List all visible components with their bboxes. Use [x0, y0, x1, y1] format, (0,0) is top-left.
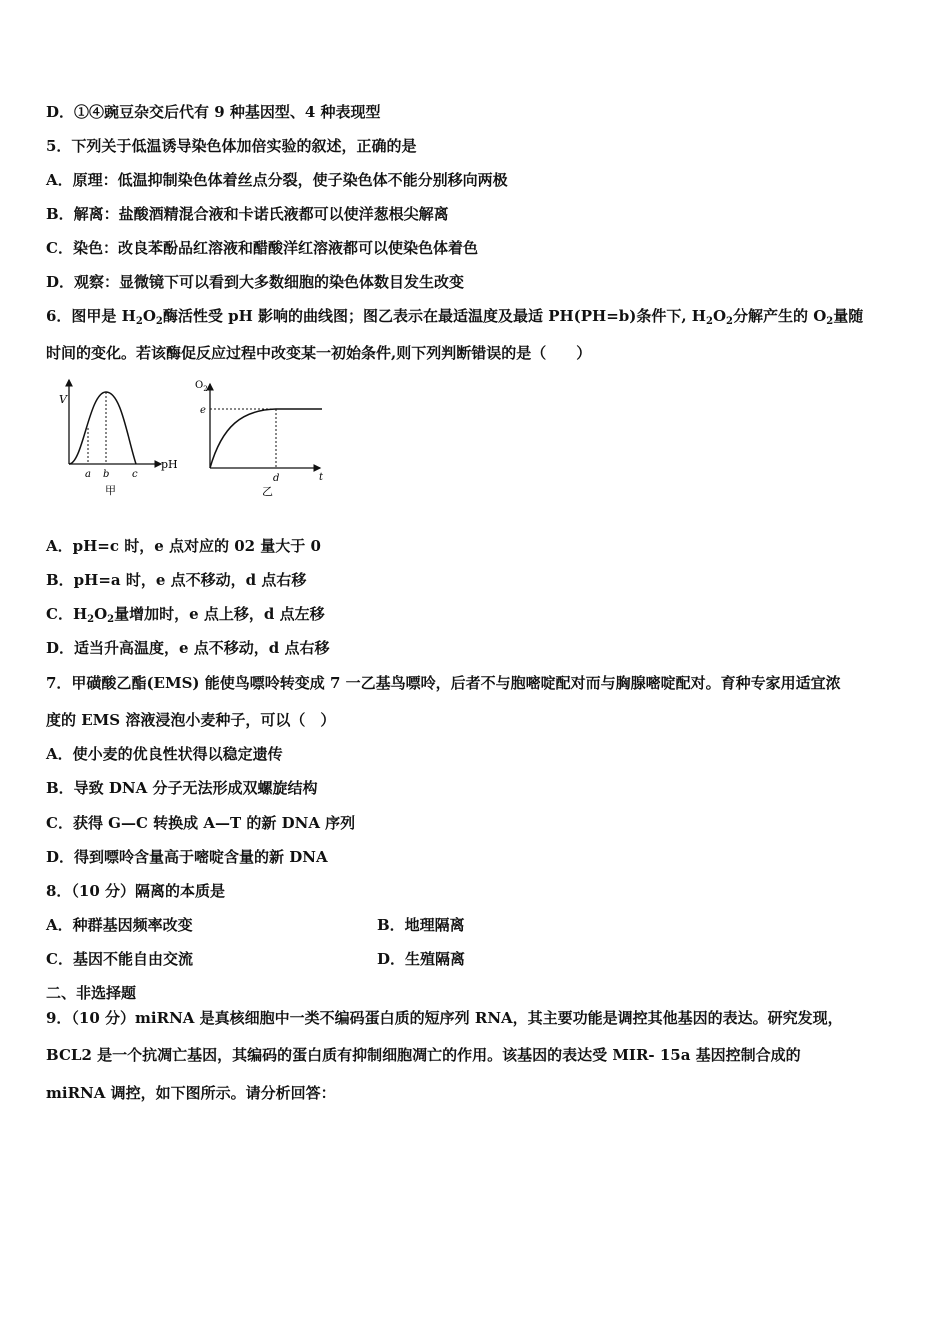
q6-option-c: C．$H_2O_2$量增加时，e 点上移，d 点左移	[46, 605, 325, 625]
jia-tick-b: b	[103, 469, 110, 480]
jia-y-label: V	[59, 393, 67, 406]
yi-y-label: $O_2$	[195, 380, 208, 393]
q9-stem-line3: miRNA 调控，如下图所示。请分析回答：	[46, 1084, 336, 1102]
q8-stem: 8．（10 分）隔离的本质是	[46, 882, 226, 900]
q4-option-d: D．①④豌豆杂交后代有 9 种基因型、4 种表现型	[46, 103, 381, 121]
jia-x-label: pH	[161, 458, 178, 471]
yi-x-label: t	[319, 472, 324, 483]
jia-tick-c: c	[132, 469, 138, 480]
q9-stem-line1: 9．（10 分）miRNA 是真核细胞中一类不编码蛋白质的短序列 RNA，其主要功能是调控其他基因的表达。研究发现，	[46, 1009, 843, 1027]
q8-option-a: A．种群基因频率改变	[46, 916, 193, 934]
q7-stem-line2: 度的 EMS 溶液浸泡小麦种子，可以（ ）	[46, 711, 336, 729]
jia-caption: 甲	[105, 484, 116, 497]
q7-option-c: C．获得 G—C 转换成 A—T 的新 DNA 序列	[46, 814, 356, 832]
yi-tick-d: d	[273, 473, 280, 484]
q5-option-a: A．原理：低温抑制染色体着丝点分裂，使子染色体不能分别移向两极	[46, 171, 508, 189]
q6-option-b: B．pH=a 时，e 点不移动，d 点右移	[46, 571, 307, 589]
section-heading: 二、非选择题	[46, 984, 137, 1002]
q9-stem-line2: BCL2 是一个抗凋亡基因，其编码的蛋白质有抑制细胞凋亡的作用。该基因的表达受 MIR- 15a 基因控制合成的	[46, 1046, 801, 1064]
q5-option-d: D．观察：显微镜下可以看到大多数细胞的染色体数目发生改变	[46, 273, 465, 291]
q5-stem: 5．下列关于低温诱导染色体加倍实验的叙述，正确的是	[46, 137, 417, 155]
jia-tick-a: a	[85, 469, 91, 480]
q7-option-b: B．导致 DNA 分子无法形成双螺旋结构	[46, 779, 318, 797]
q7-stem-line1: 7．甲磺酸乙酯(EMS) 能使鸟嘌呤转变成 7 一乙基鸟嘌呤，后者不与胞嘧啶配对而与胸腺嘧啶配对。育种专家用适宜浓	[46, 674, 841, 692]
yi-caption: 乙	[262, 485, 273, 498]
q6-option-d: D．适当升高温度，e 点不移动，d 点右移	[46, 639, 330, 657]
figure-yi	[190, 376, 335, 501]
q7-option-d: D．得到嘌呤含量高于嘧啶含量的新 DNA	[46, 848, 328, 866]
q8-option-b: B．地理隔离	[377, 916, 465, 934]
q5-option-c: C．染色：改良苯酚品红溶液和醋酸洋红溶液都可以使染色体着色	[46, 239, 478, 257]
yi-tick-e: e	[200, 405, 206, 416]
yi-curve	[210, 409, 322, 468]
q7-option-a: A．使小麦的优良性状得以稳定遗传	[46, 745, 283, 763]
q8-option-d: D．生殖隔离	[377, 950, 466, 968]
figure-jia	[55, 376, 185, 501]
q5-option-b: B．解离：盐酸酒精混合液和卡诺氏液都可以使洋葱根尖解离	[46, 205, 449, 223]
q6-option-a: A．pH=c 时，e 点对应的 02 量大于 0	[46, 537, 321, 555]
q6-stem-line1: 6．图甲是 $H_2O_2$酶活性受 pH 影响的曲线图；图乙表示在最适温度及最适 PH(PH=b)条件下, $H_2O_2$分解产生的 $O_2$量随	[46, 307, 864, 327]
jia-curve	[69, 392, 136, 464]
q8-option-c: C．基因不能自由交流	[46, 950, 193, 968]
q6-stem-line2: 时间的变化。若该酶促反应过程中改变某一初始条件,则下列判断错误的是（ ）	[46, 344, 592, 362]
